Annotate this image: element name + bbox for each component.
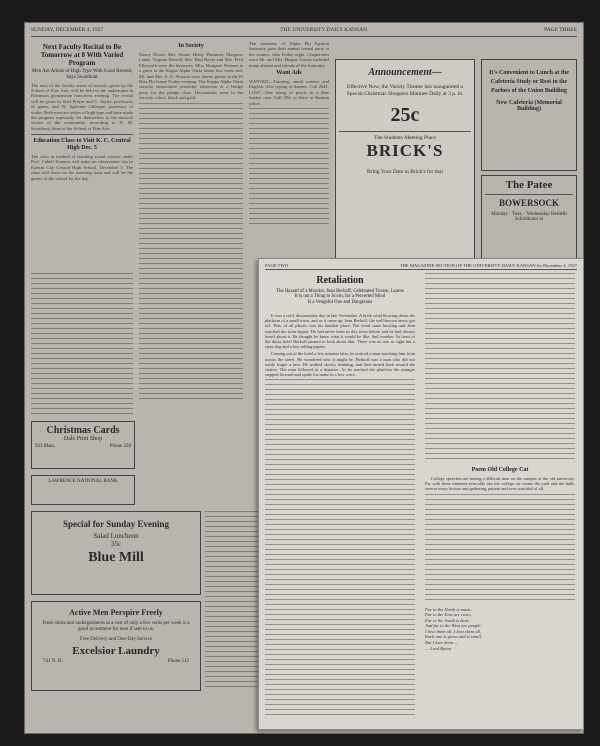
- laundry-service: Free Delivery and One-Day Service: [80, 637, 152, 642]
- laundry-address: 741 N. H.: [43, 659, 63, 664]
- society-text-block: [139, 103, 243, 403]
- clipping-column-2: [425, 273, 575, 723]
- masthead: [31, 27, 577, 37]
- lawrence-bank-ad: [31, 475, 135, 505]
- christmas-cards-ad: [31, 421, 135, 469]
- sunday-title: Special for Sunday Evening: [62, 519, 170, 529]
- cafeteria-name: New Cafeteria (Memorial Building): [496, 100, 562, 112]
- bowersock-line: Monday · Tues. · Wednesday Heidelb Schildkraut in: [491, 212, 567, 222]
- want-ads-body: WANTED—Tutoring; small science and English. Also typing of themes. Call 2041. LOST—One string of pearls in a blue leather case. Call 394. or leave at Kansan office.: [249, 78, 329, 106]
- retaliation-title-block: [265, 273, 415, 307]
- bricks-logo: BRICK'S: [366, 141, 444, 160]
- masthead-page: PAGE THREE: [544, 27, 577, 33]
- patee-title: The Patee: [505, 179, 553, 191]
- blue-mill-ad: [31, 511, 201, 595]
- clipping-header-title: THE MAGAZINE SECTION OF THE UNIVERSITY DAILY KANSAN for December 4, 1927: [399, 263, 577, 268]
- laundry-name: Excelsior Laundry: [72, 645, 160, 657]
- announcement-title: Announcement—: [368, 67, 442, 78]
- society-body: Nancy Dixon, Mrs. Stuart, Henry Plummer, Margaret Lamb, Virginia Dowell, Mrs. Paul Beyer and Mrs. Fred Ellsworth were the hostesses. Miss Margaret Weisner is a guest at the Kappa Alpha Theta house this week end. Mr. and Mrs. E. E. Slosson were dinner guests at the Pi Beta Phi house Friday evening. The Kappa Alpha Theta sorority entertained yesterday afternoon at a bridge party for the pledge class. Decorations were in the sorority colors, black and gold.: [139, 51, 243, 101]
- bowersock-title: BOWERSOCK: [498, 198, 559, 208]
- column-3: [249, 41, 329, 271]
- masthead-title: THE UNIVERSITY DAILY KANSAN: [280, 27, 368, 33]
- masthead-date: SUNDAY, DECEMBER 4, 1927: [31, 27, 104, 33]
- poem-verses: Far to the North is music, Far to the East are cities, Far to the South is heat; And far to the West are people. I love them all, I love them all, Each one is given and is small. But I love them — — Lord Byron: [425, 606, 483, 651]
- clipping-column-1-text: [265, 379, 415, 719]
- bank-name: LAWRENCE NATIONAL BANK: [48, 479, 118, 484]
- want-ads-text-block: [249, 108, 329, 228]
- clipping-page: PAGE TWO: [265, 263, 289, 268]
- xmas-shop: Dale Print Shop: [63, 436, 103, 442]
- xmas-title: Christmas Cards: [46, 425, 120, 436]
- column-2: [139, 41, 243, 436]
- column-lower-middle: [205, 511, 261, 691]
- retaliation-title: Retaliation: [316, 275, 364, 286]
- bricks-footer: Bring Your Date to Brick's for that: [367, 169, 443, 175]
- retaliation-subtitle: The Hazard of a Monitor, Jean Berkoff, Celebrated Trouse, Learns It is not a Thing to Scorn, for a Perverted Mind Is a Vengeful One and Dangerous: [276, 288, 404, 305]
- retaliation-body-2: Coming out of the hotel a few minutes later, he noticed a man watching him from across the street. He wondered who it might be. Berkoff was a man who did not easily forget a face. He walked slowly, thinking, and then turned back toward the station. The man followed at a distance. As he reached the platform the stranger stepped forward and spoke his name in a low voice.: [265, 351, 415, 378]
- education-body: The class in method of teaching social science under Prof. Cabell Zimmer will make an observation trip to Kansas City Central High School, December 5. The class will leave on the morning train and will be the guests of the school for the day.: [31, 154, 133, 181]
- society-headline: In Society: [178, 43, 204, 49]
- retaliation-body: It was a cold, disconsolate day in late November. A brisk wind blowing down the platform of a small town, and as it came up, Jean Berkoff, the well-known tenor, got off. This, of all places, was his familiar place. The wind came howling and Jean watched the train depart. He had never been in this town before and he had always heard about it. He thought he knew what it would be like. Sad weather. In front of the dusty hotel Berkoff paused to look about him. There was no one in sight but a stray dog and a boy selling papers.: [265, 313, 415, 350]
- column-1-lower-text: [31, 273, 133, 417]
- xmas-address: 933 Mass.: [35, 444, 56, 449]
- fraternity-body: The members of Alpha Phi Epsilon fraternity gave their annual formal party at the country club Friday night. Chaperones were Mr. and Mrs. Hogan. Guests included many alumni and friends of the fraternity.: [249, 41, 329, 68]
- laundry-title: Active Men Perspire Freely: [69, 608, 163, 617]
- poem-intro: College speeches are having a difficult time on the campus of the old university. Far with these nineteen-year-olds ties the college cat roams the yard and the halls, seen at every lecture and gathering, patient and ever watchful of all.: [425, 475, 575, 492]
- clipping-column-2-text: [425, 273, 575, 463]
- recital-headline: Next Faculty Recital to Be Tomorrow at 8 With Varied Program: [40, 43, 124, 68]
- column-1: [31, 41, 133, 281]
- want-ads-headline: Want Ads: [276, 70, 302, 77]
- varsity-theater-ad: [335, 59, 475, 259]
- magazine-clipping: [258, 258, 584, 730]
- laundry-phone: Phone 112: [167, 659, 189, 664]
- poem-title: Poem Old College Cat: [471, 467, 529, 473]
- lower-middle-text: [205, 511, 261, 691]
- education-headline: Education Class to Visit K. C. Central High Dec. 5: [33, 138, 131, 152]
- recital-subhead: Men Are Artists of High Type With Good Record, Says Swarthout: [32, 69, 132, 80]
- clipping-header: [265, 263, 577, 270]
- matinee-price: 25c: [390, 104, 420, 126]
- patee-theater-ad: [481, 175, 577, 259]
- laundry-body: Fresh shirts and undergarments at a cost of only a few cents per week is a good investment for men if sent to us.: [42, 621, 190, 632]
- blue-mill-name: Blue Mill: [88, 550, 144, 565]
- recital-body: The next of the faculty series of recitals, given by the School of Fine Arts, will be held in the auditorium in Robinson gymnasium tomorrow evening. The recital will be given by Karl Preyer and C. Taylor, professors of piano, and W. Egleston Gillespie, professor of violin. Both men are artists of high type and have made the program especially for themselves to the musical circles of the community, according to D. M. Swarthout, dean of the School of Fine Arts.: [31, 82, 133, 131]
- announcement-text: Effective Now, the Varsity Theater has inaugurated a Special Christmas Shoppers Matinee Daily at 3 p. m.: [346, 84, 464, 97]
- cafeteria-text: It's Convenient to Lunch at the Cafeteria Study or Rest in the Parlors of the Union Building: [489, 70, 569, 94]
- cafeteria-ad: [481, 59, 577, 171]
- xmas-phone: Phone 228: [109, 444, 131, 449]
- column-1-lower: [31, 273, 133, 417]
- sunday-price: 35c: [110, 540, 122, 548]
- excelsior-laundry-ad: [31, 601, 201, 691]
- bricks-tagline: The Students Meeting Place: [374, 135, 436, 141]
- clipping-column-1: [265, 313, 415, 723]
- sunday-sub: Salad Luncheon: [93, 532, 139, 540]
- clipping-column-2-text-lower: [425, 494, 575, 604]
